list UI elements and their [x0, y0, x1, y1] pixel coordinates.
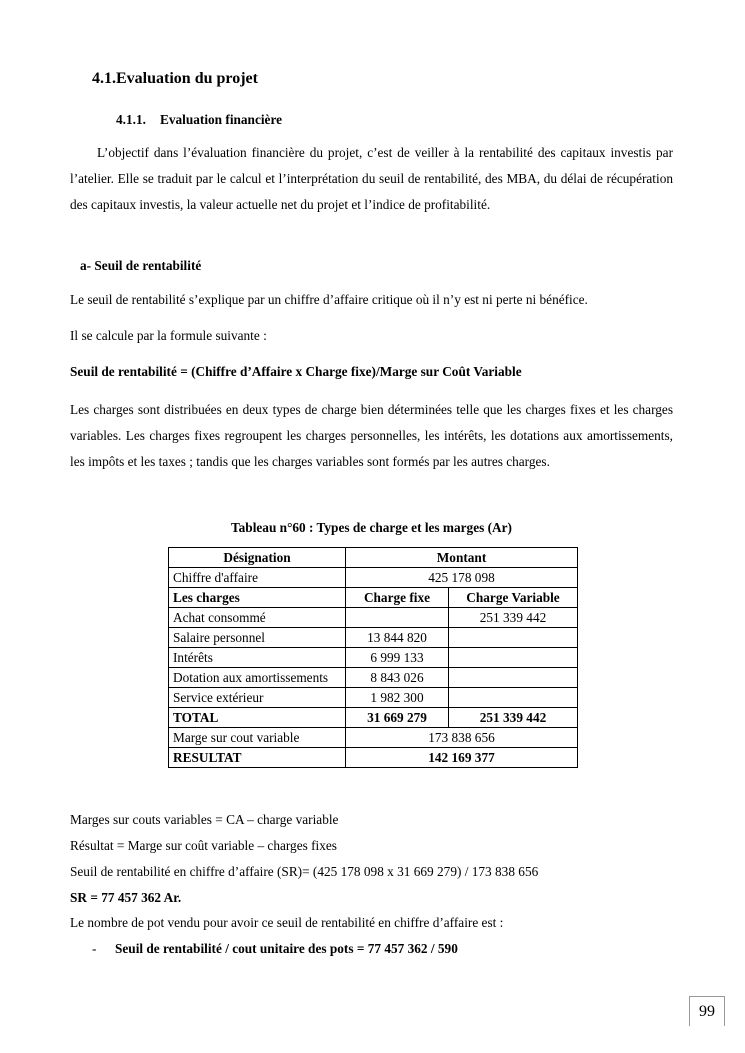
row-label: Dotation aux amortissements [169, 668, 346, 688]
row-fixe: 1 982 300 [346, 688, 449, 708]
charges-paragraph: Les charges sont distribuées en deux types de charge bien déterminées telle que les charges fixes et les charges variables. Les charges fixes regroupent les charges personnelles, les intérêts, les dotations aux amortissements, les impôts et les taxes ; tandis que les charges variables sont formés par les autres charges. [70, 402, 673, 469]
marge-value: 173 838 656 [346, 728, 578, 748]
row-label: Intérêts [169, 648, 346, 668]
bullet-marker: - [92, 941, 97, 956]
marge-row [169, 728, 578, 748]
table-row [169, 688, 578, 708]
table-row [169, 628, 578, 648]
table-row [169, 568, 578, 588]
ca-value: 425 178 098 [346, 568, 578, 588]
charges-header-row [169, 588, 578, 608]
resultat-label: RESULTAT [169, 748, 346, 768]
formula: Seuil de rentabilité = (Chiffre d’Affaire x Charge fixe)/Marge sur Coût Variable [70, 364, 522, 379]
calc-line-marges: Marges sur couts variables = CA – charge variable [70, 812, 339, 827]
row-variable [449, 628, 578, 648]
row-fixe: 6 999 133 [346, 648, 449, 668]
charge-variable-header: Charge Variable [449, 588, 578, 608]
ca-label: Chiffre d'affaire [169, 568, 346, 588]
charges-table [168, 547, 578, 768]
calc-line-sr: Seuil de rentabilité en chiffre d’affaire (SR)= (425 178 098 x 31 669 279) / 173 838 656 [70, 864, 539, 879]
table-row [169, 608, 578, 628]
row-variable [449, 668, 578, 688]
sr-result: SR = 77 457 362 Ar. [70, 890, 182, 905]
marge-label: Marge sur cout variable [169, 728, 346, 748]
pot-intro: Le nombre de pot vendu pour avoir ce seuil de rentabilité en chiffre d’affaire est : [70, 915, 504, 930]
section-heading: 4.1.Evaluation du projet [92, 70, 258, 87]
total-variable: 251 339 442 [449, 708, 578, 728]
row-fixe: 8 843 026 [346, 668, 449, 688]
row-variable: 251 339 442 [449, 608, 578, 628]
subheading-seuil: a- Seuil de rentabilité [80, 258, 202, 273]
total-fixe: 31 669 279 [346, 708, 449, 728]
sr-definition: Le seuil de rentabilité s’explique par un chiffre d’affaire critique où il n’y est ni perte ni bénéfice. [70, 292, 588, 307]
table-header-row [169, 548, 578, 568]
formula-intro: Il se calcule par la formule suivante : [70, 328, 267, 343]
table-row [169, 648, 578, 668]
intro-paragraph: L’objectif dans l’évaluation financière du projet, c’est de veiller à la rentabilité des capitaux investis par l’atelier. Elle se traduit par le calcul et l’interprétation du seuil de rentabilité, des MBA, du délai de récupération des capitaux investis, la valeur actuelle net du projet et l’indice de profitabilité. [70, 145, 673, 212]
table-caption: Tableau n°60 : Types de charge et les marges (Ar) [231, 520, 512, 535]
row-label: Service extérieur [169, 688, 346, 708]
total-row [169, 708, 578, 728]
total-label: TOTAL [169, 708, 346, 728]
header-montant: Montant [346, 548, 578, 568]
calc-line-resultat: Résultat = Marge sur coût variable – charges fixes [70, 838, 337, 853]
row-fixe: 13 844 820 [346, 628, 449, 648]
page-number: 99 [689, 996, 725, 1026]
subsection-title: Evaluation financière [160, 112, 283, 127]
table-row [169, 668, 578, 688]
row-variable [449, 688, 578, 708]
resultat-row [169, 748, 578, 768]
header-designation: Désignation [169, 548, 346, 568]
row-fixe [346, 608, 449, 628]
subsection-number: 4.1.1. [116, 112, 146, 127]
row-label: Achat consommé [169, 608, 346, 628]
row-variable [449, 648, 578, 668]
charge-fixe-header: Charge fixe [346, 588, 449, 608]
bullet-text: Seuil de rentabilité / cout unitaire des pots = 77 457 362 / 590 [115, 941, 458, 956]
bullet-item [92, 941, 458, 957]
subsection-heading [116, 112, 282, 128]
resultat-value: 142 169 377 [346, 748, 578, 768]
charges-label: Les charges [169, 588, 346, 608]
row-label: Salaire personnel [169, 628, 346, 648]
